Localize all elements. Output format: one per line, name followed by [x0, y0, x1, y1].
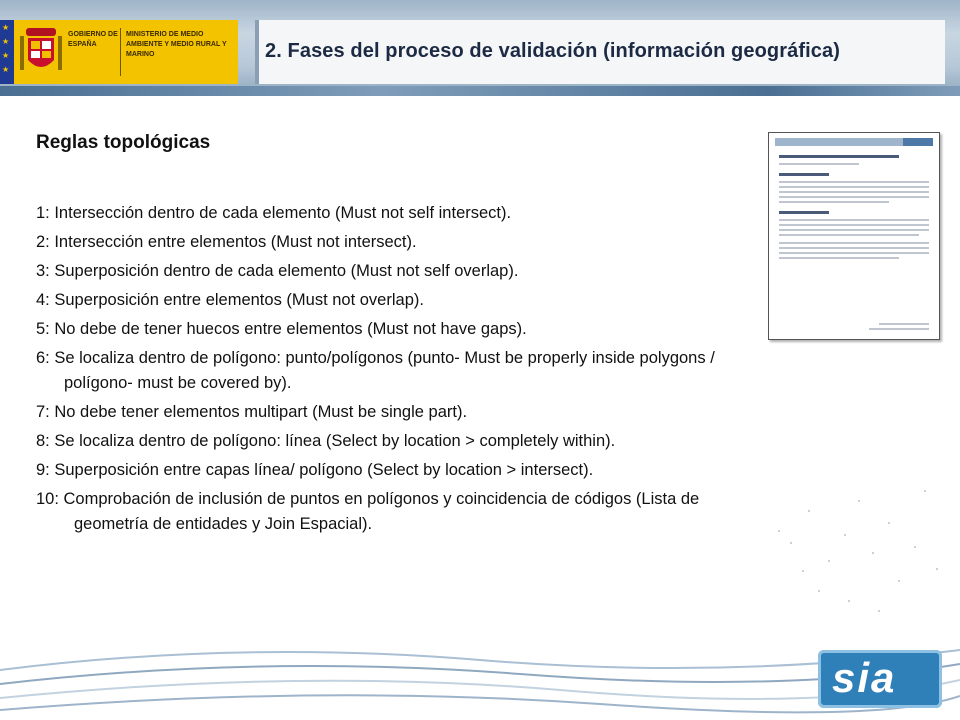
sia-logo: [818, 650, 942, 708]
rule-item: 6: Se localiza dentro de polígono: punto/polígonos (punto- Must be properly inside polygons / polígono- must be covered by).: [36, 349, 715, 392]
thumbnail-text-line: [779, 219, 929, 221]
footer-wave: [0, 640, 960, 720]
background-map: [748, 470, 960, 630]
rule-item: 8: Se localiza dentro de polígono: línea (Select by location > completely within).: [36, 432, 616, 450]
thumbnail-text-line: [779, 191, 929, 193]
thumbnail-text-line: [779, 257, 899, 259]
header-band: [0, 0, 960, 96]
thumbnail-text-line: [779, 234, 919, 236]
thumbnail-text-line: [779, 229, 929, 231]
rule-item: 9: Superposición entre capas línea/ polígono (Select by location > intersect).: [36, 461, 594, 479]
rule-item: 3: Superposición dentro de cada elemento (Must not self overlap).: [36, 262, 519, 280]
thumbnail-text-line: [779, 242, 929, 244]
thumbnail-footer-line: [869, 328, 929, 330]
thumbnail-text-line: [779, 224, 929, 226]
thumbnail-text-line: [779, 201, 889, 203]
rule-item: 10: Comprobación de inclusión de puntos en polígonos y coincidencia de códigos (Lista de geometría de entidades y Join Espacial).: [36, 490, 700, 533]
rule-item: 1: Intersección dentro de cada elemento (Must not self intersect).: [36, 204, 512, 222]
thumbnail-text-line: [779, 196, 929, 198]
thumbnail-heading-line: [779, 211, 829, 214]
rule-item: 4: Superposición entre elementos (Must not overlap).: [36, 291, 424, 309]
section-heading: Reglas topológicas: [36, 132, 211, 153]
government-logo: [0, 20, 238, 84]
logo-divider: [120, 28, 121, 76]
thumbnail-text-line: [779, 186, 929, 188]
thumbnail-text-line: [779, 247, 929, 249]
thumbnail-heading-line: [779, 155, 899, 158]
page-title: 2. Fases del proceso de validación (información geográfica): [265, 40, 840, 62]
thumbnail-text-line: [779, 163, 859, 165]
thumbnail-text-line: [779, 181, 929, 183]
gov-label: GOBIERNO DE ESPAÑA: [68, 31, 118, 48]
thumbnail-heading-line: [779, 173, 829, 176]
rule-item: 5: No debe de tener huecos entre elementos (Must not have gaps).: [36, 320, 527, 338]
document-thumbnail: [768, 132, 940, 340]
rule-item: 7: No debe tener elementos multipart (Must be single part).: [36, 403, 468, 421]
coat-of-arms-icon: [18, 26, 64, 78]
eu-flag-icon: ★ ★ ★ ★: [0, 20, 14, 84]
title-box: [255, 20, 945, 84]
thumbnail-text-line: [779, 252, 929, 254]
rule-item: 2: Intersección entre elementos (Must not intersect).: [36, 233, 417, 251]
sia-logo-text: sia: [832, 654, 897, 701]
thumbnail-footer-line: [879, 323, 929, 325]
ministry-label: MINISTERIO DE MEDIO AMBIENTE Y MEDIO RURAL Y MARINO: [126, 31, 227, 58]
footer-band: [0, 640, 960, 720]
thumbnail-logo: [903, 138, 933, 146]
rules-list: [36, 201, 726, 541]
